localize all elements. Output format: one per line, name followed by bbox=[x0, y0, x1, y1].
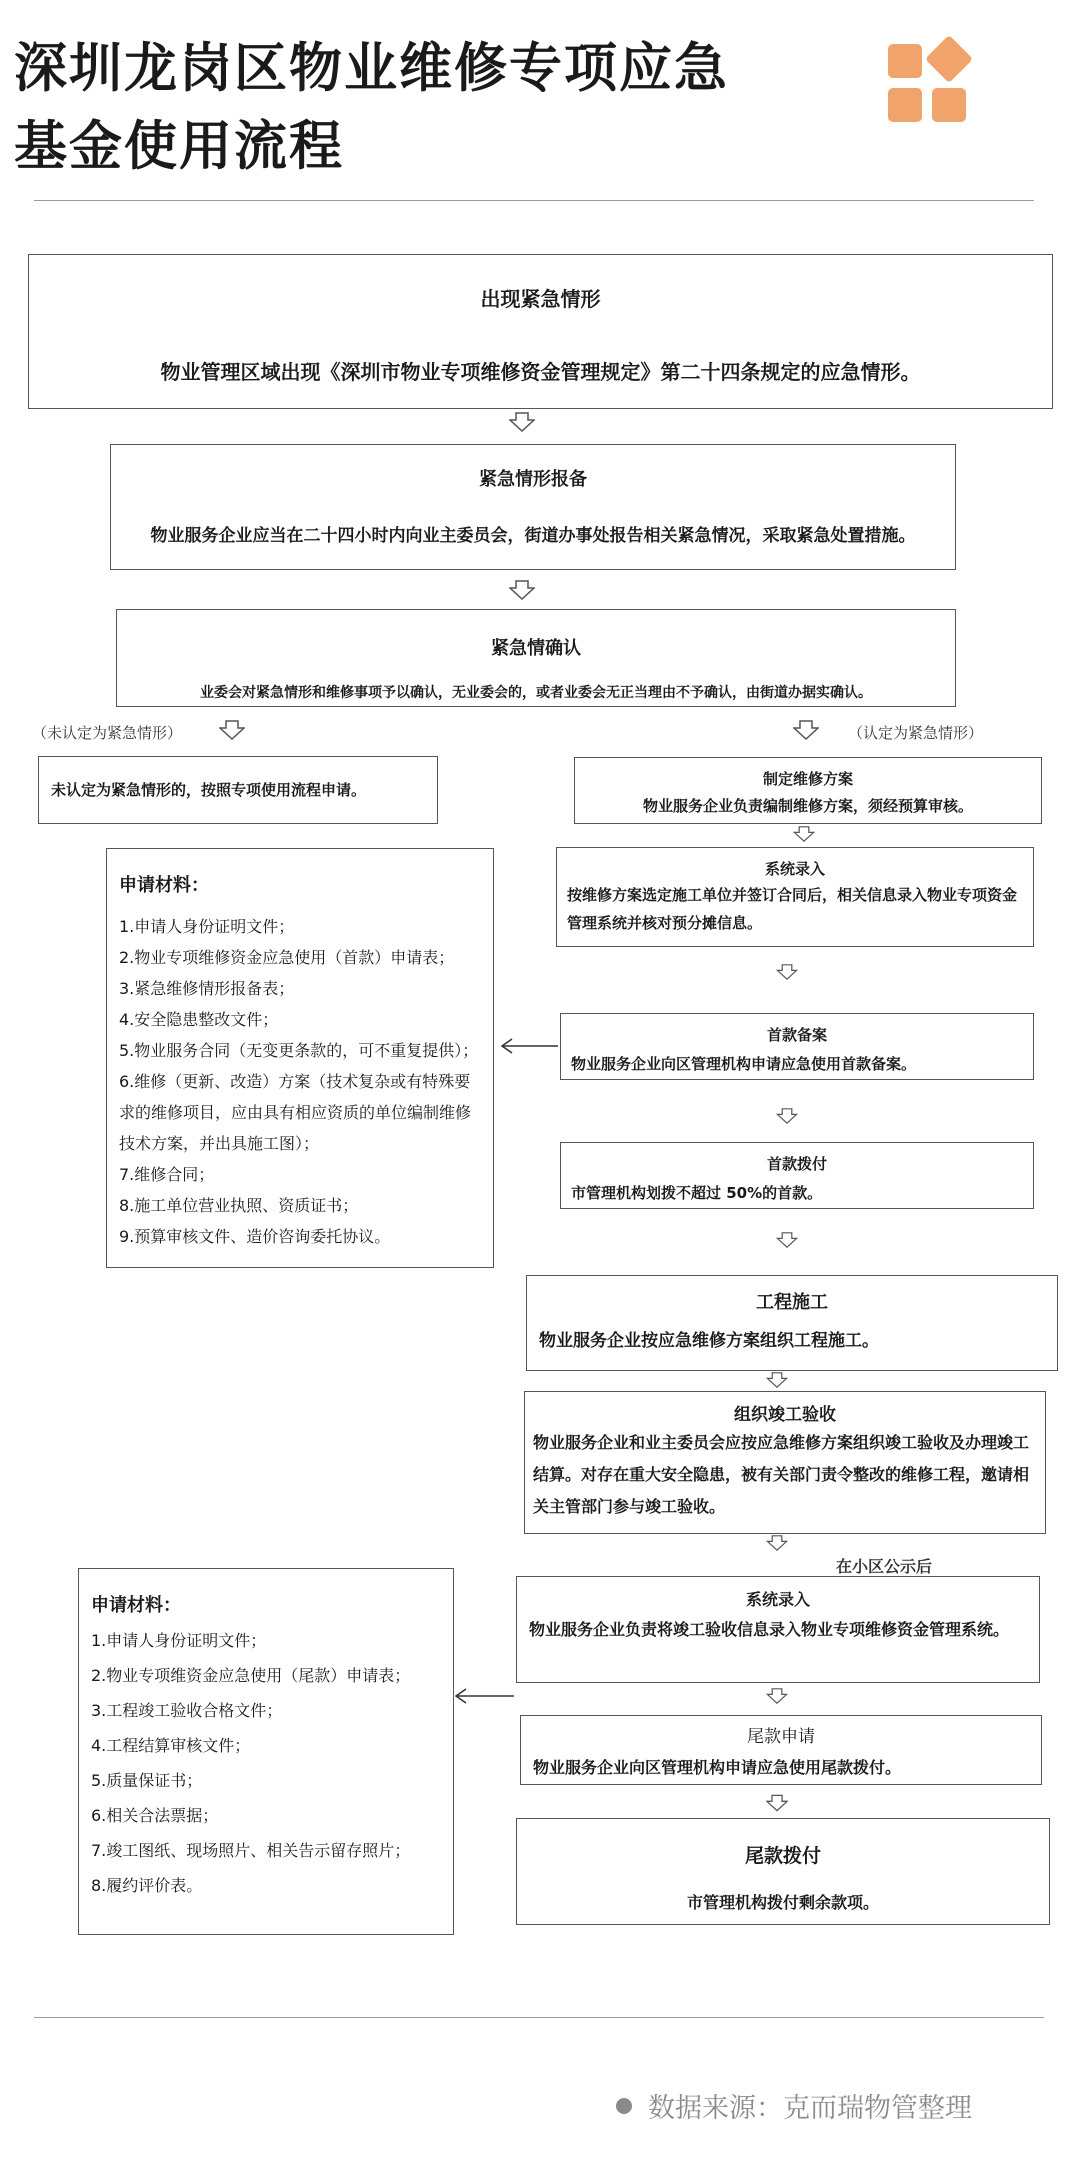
first-payment-heading: 首款拨付 bbox=[766, 1155, 827, 1173]
report-body: 物业服务企业应当在二十四小时内向业主委员会，街道办事处报告相关紧急情况，采取紧急处置措施。 bbox=[150, 526, 916, 546]
materials-2-item: 4.工程结算审核文件； bbox=[91, 1736, 251, 1755]
top-divider bbox=[34, 200, 1034, 201]
report-box bbox=[110, 444, 956, 570]
final-apply-body: 物业服务企业向区管理机构申请应急使用尾款拨付。 bbox=[533, 1758, 902, 1777]
plan-box bbox=[574, 757, 1042, 824]
publicity-label: 在小区公示后 bbox=[836, 1557, 933, 1576]
title-line-1: 深圳龙岗区物业维修专项应急 bbox=[14, 38, 729, 99]
brand-logo bbox=[888, 44, 970, 126]
down-arrow-icon bbox=[766, 1688, 788, 1704]
materials-1-item: 7.维修合同； bbox=[119, 1165, 215, 1184]
down-arrow-icon bbox=[793, 720, 819, 740]
left-arrow-icon bbox=[452, 1686, 516, 1706]
data-source bbox=[616, 2086, 972, 2125]
construction-body: 物业服务企业按应急维修方案组织工程施工。 bbox=[539, 1331, 879, 1351]
first-filing-body: 物业服务企业向区管理机构申请应急使用首款备案。 bbox=[571, 1055, 917, 1073]
final-apply-box bbox=[520, 1715, 1042, 1785]
materials-2-item: 1.申请人身份证明文件； bbox=[91, 1631, 267, 1650]
construction-heading: 工程施工 bbox=[756, 1292, 828, 1313]
materials-1-item: 5.物业服务合同（无变更条款的，可不重复提供）； bbox=[119, 1041, 479, 1060]
system-entry-2-box bbox=[516, 1576, 1040, 1683]
emergency-body: 物业管理区域出现《深圳市物业专项维修资金管理规定》第二十四条规定的应急情形。 bbox=[160, 360, 921, 384]
acceptance-heading: 组织竣工验收 bbox=[734, 1405, 836, 1425]
bottom-divider bbox=[34, 2017, 1044, 2018]
down-arrow-icon bbox=[509, 412, 535, 432]
materials-2-item: 7.竣工图纸、现场照片、相关告示留存照片； bbox=[91, 1841, 411, 1860]
system-entry-2-heading: 系统录入 bbox=[745, 1590, 810, 1609]
not-confirmed-body: 未认定为紧急情形的，按照专项使用流程申请。 bbox=[51, 781, 367, 799]
materials-2-title: 申请材料： bbox=[91, 1595, 181, 1616]
system-entry-2-body: 物业服务企业负责将竣工验收信息录入物业专项维修资金管理系统。 bbox=[529, 1620, 1010, 1639]
left-arrow-icon bbox=[498, 1036, 560, 1056]
down-arrow-icon bbox=[793, 826, 815, 842]
first-payment-box bbox=[560, 1142, 1034, 1209]
confirm-heading: 紧急情确认 bbox=[491, 638, 581, 659]
down-arrow-icon bbox=[766, 1535, 788, 1551]
system-entry-1-heading: 系统录入 bbox=[764, 860, 825, 878]
final-payment-body: 市管理机构拨付剩余款项。 bbox=[686, 1893, 879, 1912]
materials-2-item: 6.相关合法票据； bbox=[91, 1806, 219, 1825]
down-arrow-icon bbox=[776, 1232, 798, 1248]
down-arrow-icon bbox=[766, 1794, 788, 1812]
first-filing-box bbox=[560, 1013, 1034, 1080]
materials-list-1 bbox=[106, 848, 494, 1268]
data-source-text: 数据来源：克而瑞物管整理 bbox=[648, 2093, 972, 2124]
confirm-box bbox=[116, 609, 956, 707]
materials-1-item: 1.申请人身份证明文件； bbox=[119, 917, 295, 936]
first-filing-heading: 首款备案 bbox=[766, 1026, 827, 1044]
materials-1-item: 6.维修（更新、改造）方案（技术复杂或有特殊要求的维修项目，应由具有相应资质的单位编制维修技术方案，并出具施工图）； bbox=[119, 1072, 472, 1153]
materials-1-item: 3.紧急维修情形报备表； bbox=[119, 979, 295, 998]
bullet-icon bbox=[616, 2098, 632, 2114]
acceptance-box bbox=[524, 1391, 1046, 1534]
emergency-heading: 出现紧急情形 bbox=[480, 287, 601, 311]
system-entry-1-box bbox=[556, 847, 1034, 947]
materials-2-item: 2.物业专项维资金应急使用（尾款）申请表； bbox=[91, 1666, 411, 1685]
acceptance-body: 物业服务企业和业主委员会应按应急维修方案组织竣工验收及办理竣工结算。对存在重大安全隐患，被有关部门责令整改的维修工程，邀请相关主管部门参与竣工验收。 bbox=[533, 1433, 1030, 1516]
confirm-body: 业委会对紧急情形和维修事项予以确认，无业委会的，或者业委会无正当理由不予确认，由街道办据实确认。 bbox=[200, 685, 872, 701]
down-arrow-icon bbox=[219, 720, 245, 740]
branch-not-confirmed-label: （未认定为紧急情形） bbox=[32, 724, 183, 742]
down-arrow-icon bbox=[766, 1372, 788, 1388]
branch-confirmed-label: （认定为紧急情形） bbox=[848, 724, 984, 742]
materials-1-title: 申请材料： bbox=[119, 875, 209, 896]
materials-2-item: 5.质量保证书； bbox=[91, 1771, 203, 1790]
final-payment-box bbox=[516, 1818, 1050, 1925]
materials-1-item: 2.物业专项维修资金应急使用（首款）申请表； bbox=[119, 948, 455, 967]
materials-1-item: 4.安全隐患整改文件； bbox=[119, 1010, 279, 1029]
system-entry-1-body: 按维修方案选定施工单位并签订合同后，相关信息录入物业专项资金管理系统并核对预分摊信息。 bbox=[567, 886, 1018, 932]
materials-2-item: 8.履约评价表。 bbox=[91, 1876, 203, 1895]
down-arrow-icon bbox=[776, 964, 798, 980]
not-confirmed-box bbox=[38, 756, 438, 824]
report-heading: 紧急情形报备 bbox=[479, 469, 587, 490]
final-apply-heading: 尾款申请 bbox=[747, 1727, 815, 1747]
down-arrow-icon bbox=[776, 1108, 798, 1124]
construction-box bbox=[526, 1275, 1058, 1371]
down-arrow-icon bbox=[509, 580, 535, 600]
plan-heading: 制定维修方案 bbox=[762, 770, 853, 788]
materials-2-item: 3.工程竣工验收合格文件； bbox=[91, 1701, 283, 1720]
final-payment-heading: 尾款拨付 bbox=[744, 1845, 821, 1867]
first-payment-body: 市管理机构划拨不超过 50%的首款。 bbox=[571, 1184, 823, 1202]
emergency-box bbox=[28, 254, 1053, 409]
materials-list-2 bbox=[78, 1568, 454, 1935]
title-line-2: 基金使用流程 bbox=[14, 116, 344, 177]
materials-1-item: 9.预算审核文件、造价咨询委托协议。 bbox=[119, 1227, 391, 1246]
page-title bbox=[14, 30, 729, 186]
materials-1-item: 8.施工单位营业执照、资质证书； bbox=[119, 1196, 359, 1215]
plan-body: 物业服务企业负责编制维修方案，须经预算审核。 bbox=[642, 797, 973, 815]
